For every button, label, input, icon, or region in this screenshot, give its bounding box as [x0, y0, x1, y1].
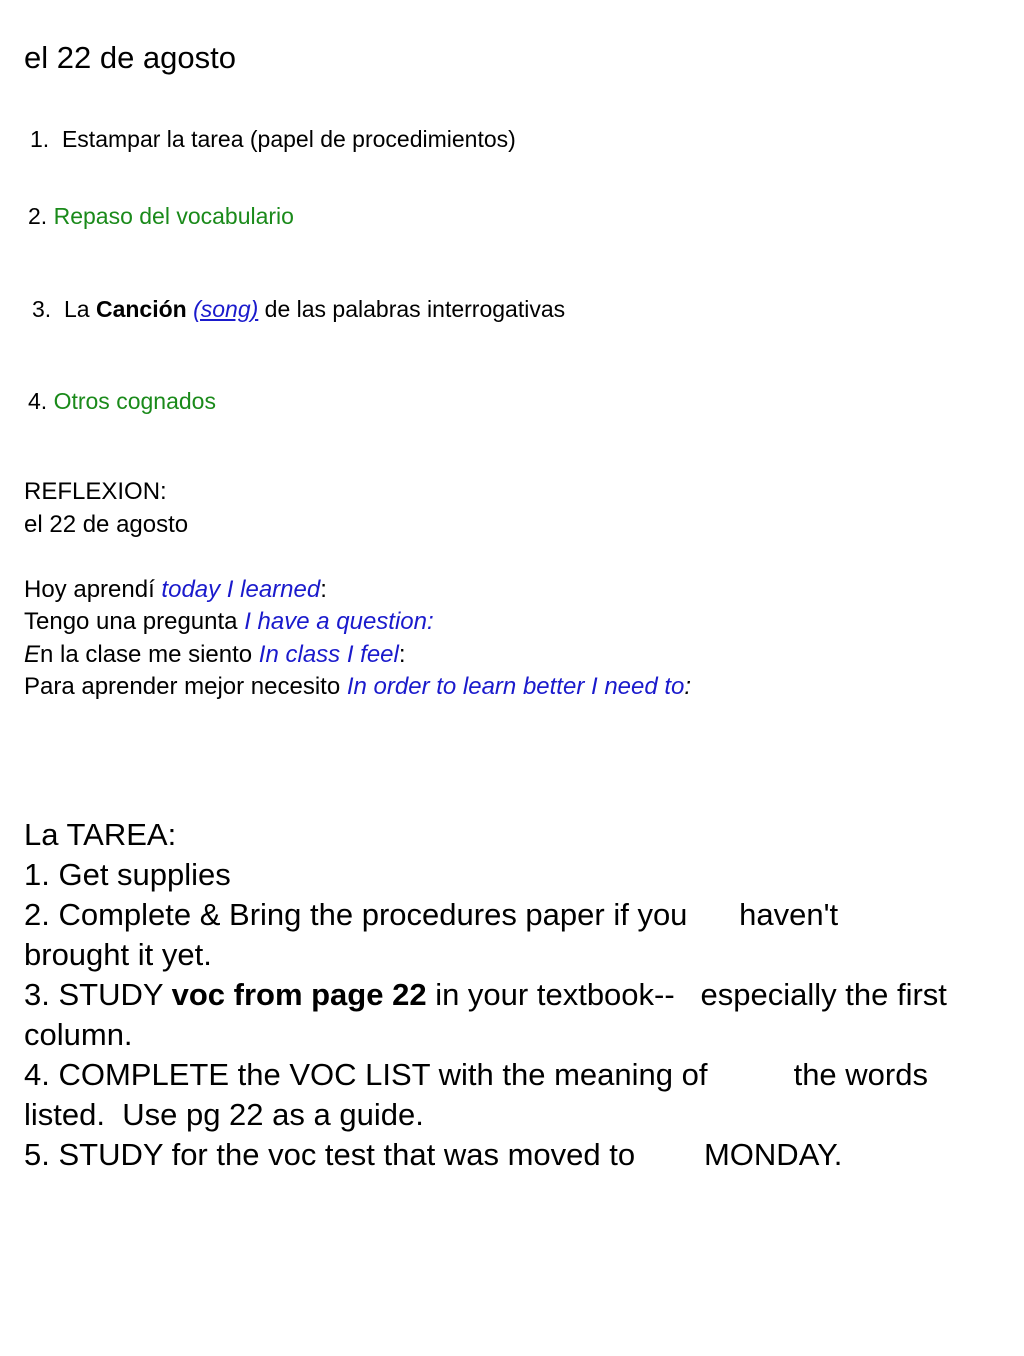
agenda-item-number: 3.: [32, 296, 52, 322]
prompt-colon: :: [398, 640, 406, 668]
spacer: [24, 541, 691, 574]
agenda-item-number: 1.: [30, 126, 50, 152]
prompt-english: In class I feel: [258, 640, 399, 668]
tarea-section: [24, 815, 947, 1175]
agenda-item-text: Estampar la tarea (papel de procedimientos): [61, 126, 516, 152]
agenda-item-pre: La: [63, 296, 90, 322]
agenda-item-bold: Canción: [95, 296, 187, 322]
prompt-colon: :: [320, 575, 327, 603]
tarea-item-2-line-1: 2. Complete & Bring the procedures paper if you haven't: [24, 897, 839, 932]
tarea-item-4-line-1: 4. COMPLETE the VOC LIST with the meaning of the words: [24, 1057, 928, 1092]
tarea-item-3-line-1: [24, 975, 947, 1015]
tarea-item-3-line-2: column.: [24, 1017, 133, 1052]
agenda-item-2: [28, 203, 294, 230]
tarea-item-3-post: in your textbook-- especially the first: [426, 977, 947, 1012]
agenda-item-number: 4.: [28, 388, 48, 414]
reflexion-prompt-4: [24, 671, 691, 704]
agenda-item-1: [30, 126, 516, 153]
prompt-colon: :: [684, 673, 692, 700]
agenda-item-3: [32, 296, 565, 323]
tarea-item-5: 5. STUDY for the voc test that was moved to MONDAY.: [24, 1137, 843, 1172]
prompt-english: today I learned: [161, 575, 321, 603]
prompt-spanish: Para aprender mejor necesito: [24, 673, 341, 700]
reflexion-prompt-1: [24, 574, 691, 607]
page-title: el 22 de agosto: [24, 40, 237, 75]
prompt-spanish: Hoy aprendí: [24, 575, 155, 603]
agenda-item-post: de las palabras interrogativas: [264, 296, 566, 322]
prompt-english: I have a question: [244, 608, 427, 635]
agenda-item-english: (song): [193, 296, 259, 322]
prompt-spanish: n la clase me siento: [40, 640, 253, 668]
tarea-item-3-bold: voc from page 22: [171, 977, 427, 1012]
agenda-item-4: [28, 388, 216, 415]
reflexion-heading: REFLEXION:: [24, 478, 167, 505]
tarea-item-4-line-2: listed. Use pg 22 as a guide.: [24, 1097, 424, 1132]
prompt-colon: :: [427, 608, 434, 635]
reflexion-prompt-3: [24, 639, 691, 672]
prompt-spanish: Tengo una pregunta: [24, 608, 238, 635]
reflexion-date: el 22 de agosto: [24, 510, 189, 538]
prompt-first-letter: E: [24, 640, 41, 668]
tarea-heading: La TAREA:: [24, 817, 177, 852]
tarea-item-2-line-2: brought it yet.: [24, 937, 212, 972]
agenda-item-text: Otros cognados: [53, 388, 216, 414]
reflexion-prompt-2: [24, 606, 691, 639]
reflexion-section: [24, 476, 691, 704]
agenda-item-number: 2.: [28, 203, 48, 229]
tarea-item-1: 1. Get supplies: [24, 857, 231, 892]
tarea-item-3-pre: 3. STUDY: [24, 977, 172, 1012]
agenda-item-text: Repaso del vocabulario: [53, 203, 294, 229]
prompt-english: In order to learn better I need to: [346, 673, 685, 700]
